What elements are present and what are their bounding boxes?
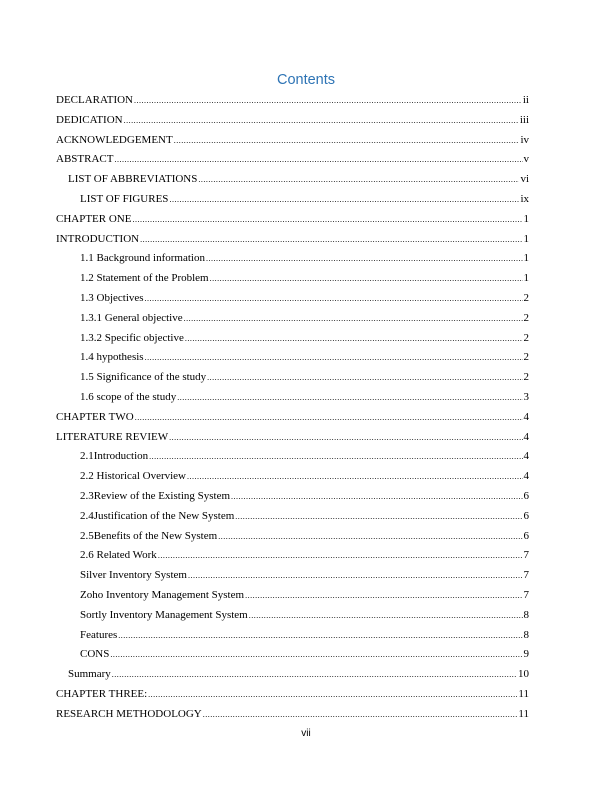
toc-entry[interactable] [56,566,529,586]
toc-entry-page: 2 [523,331,529,344]
toc-entry[interactable] [56,368,529,388]
toc-entry[interactable] [56,645,529,665]
toc-entry[interactable] [56,546,529,566]
toc-entry-page: 4 [523,430,529,443]
toc-entry-page: 8 [523,608,529,621]
toc-dot-leader [110,645,522,665]
toc-entry[interactable] [56,348,529,368]
toc-entry-title: 1.2 Statement of the Problem [80,272,209,285]
toc-entry-page: 2 [523,311,529,324]
toc-entry-page: 1 [523,272,529,285]
toc-entry[interactable] [56,170,529,190]
toc-entry[interactable] [56,467,529,487]
toc-entry-title: Silver Inventory System [80,569,187,582]
toc-entry-title: 2.6 Related Work [80,549,157,562]
toc-dot-leader [169,190,519,210]
toc-entry[interactable] [56,111,529,131]
toc-dot-leader [149,447,522,467]
toc-entry-title: 1.3.2 Specific objective [80,331,184,344]
toc-entry[interactable] [56,705,529,725]
toc-entry-title: 2.1Introduction [80,450,149,463]
toc-entry[interactable] [56,269,529,289]
toc-entry-page: 6 [523,529,529,542]
toc-dot-leader [169,428,522,448]
toc-entry-page: 4 [523,470,529,483]
toc-entry[interactable] [56,249,529,269]
toc-entry-title: 1.5 Significance of the study [80,371,207,384]
toc-dot-leader [174,131,520,151]
toc-dot-leader [206,249,523,269]
toc-entry-page: 9 [523,648,529,661]
toc-entry-title: Features [80,628,118,641]
toc-entry-page: 11 [518,707,529,720]
toc-entry-title: DEDICATION [56,113,123,126]
toc-entry[interactable] [56,626,529,646]
toc-entry-page: 7 [523,569,529,582]
toc-entry-page: 1 [523,232,529,245]
toc-entry[interactable] [56,507,529,527]
toc-entry[interactable] [56,150,529,170]
toc-entry-page: 7 [523,549,529,562]
toc-entry-page: 11 [518,687,529,700]
toc-entry-page: 6 [523,489,529,502]
toc-entry[interactable] [56,586,529,606]
toc-entry-page: 2 [523,351,529,364]
toc-entry-title: CONS [80,648,110,661]
toc-entry-title: 1.3.1 General objective [80,311,183,324]
toc-entry[interactable] [56,606,529,626]
toc-entry-page: 1 [523,252,529,265]
toc-dot-leader [145,348,523,368]
toc-dot-leader [207,368,522,388]
toc-dot-leader [184,309,523,329]
toc-dot-leader [112,665,517,685]
toc-entry[interactable] [56,329,529,349]
toc-entry-title: LITERATURE REVIEW [56,430,169,443]
toc-dot-leader [210,269,523,289]
toc-dot-leader [218,527,522,547]
toc-entry-page: iv [520,133,529,146]
toc-entry-title: Sortly Inventory Management System [80,608,248,621]
toc-entry-page: ii [522,94,529,106]
toc-dot-leader [118,626,522,646]
toc-entry-title: 2.2 Historical Overview [80,470,186,483]
toc-entry-page: v [523,153,529,166]
toc-entry[interactable] [56,210,529,230]
table-of-contents [56,91,529,725]
toc-entry-title: 1.1 Background information [80,252,205,265]
toc-entry-title: LIST OF ABBREVIATIONS [68,173,198,186]
toc-entry[interactable] [56,309,529,329]
toc-entry-title: 1.3 Objectives [80,291,144,304]
toc-dot-leader [185,329,523,349]
toc-dot-leader [188,566,523,586]
toc-entry-title: 1.6 scope of the study [80,390,177,403]
toc-entry[interactable] [56,91,529,111]
toc-dot-leader [135,408,523,428]
toc-entry[interactable] [56,230,529,250]
page-number: vii [301,728,311,739]
toc-entry-title: Summary [68,668,111,681]
toc-dot-leader [145,289,523,309]
toc-entry-title: DECLARATION [56,94,133,106]
toc-dot-leader [187,467,523,487]
toc-entry[interactable] [56,131,529,151]
toc-entry-page: 7 [523,588,529,601]
toc-dot-leader [245,586,522,606]
toc-entry-title: LIST OF FIGURES [80,192,169,205]
toc-entry-title: Zoho Inventory Management System [80,588,245,601]
toc-entry-page: vi [520,173,529,186]
toc-dot-leader [124,111,519,131]
toc-entry-title: 1.4 hypothesis [80,351,144,364]
toc-dot-leader [132,210,522,230]
toc-entry-page: 6 [523,509,529,522]
toc-entry-title: ACKNOWLEDGEMENT [56,133,173,146]
toc-entry-page: 4 [523,450,529,463]
toc-entry-page: 8 [523,628,529,641]
toc-entry-title: ABSTRACT [56,153,114,166]
toc-entry-title: INTRODUCTION [56,232,140,245]
toc-entry[interactable] [56,428,529,448]
toc-entry[interactable] [56,487,529,507]
toc-dot-leader [177,388,522,408]
toc-entry-page: 10 [518,668,529,681]
toc-entry[interactable] [56,388,529,408]
toc-dot-leader [235,507,522,527]
toc-dot-leader [231,487,522,507]
toc-entry-title: CHAPTER ONE [56,212,132,225]
toc-entry[interactable] [56,447,529,467]
toc-entry-page: 2 [523,291,529,304]
toc-dot-leader [134,91,522,111]
toc-entry[interactable] [56,408,529,428]
toc-entry-page: 3 [523,390,529,403]
toc-entry-title: CHAPTER THREE: [56,687,148,700]
toc-entry-page: ix [520,192,529,205]
toc-entry[interactable] [56,527,529,547]
toc-entry[interactable] [56,289,529,309]
toc-entry-title: CHAPTER TWO [56,410,134,423]
toc-dot-leader [198,170,519,190]
toc-entry-title: 2.3Review of the Existing System [80,489,231,502]
toc-entry[interactable] [56,190,529,210]
toc-entry[interactable] [56,685,529,705]
toc-entry-page: 1 [523,212,529,225]
toc-entry-page: 4 [523,410,529,423]
toc-dot-leader [249,606,523,626]
toc-entry[interactable] [56,665,529,685]
toc-dot-leader [158,546,523,566]
toc-dot-leader [140,230,522,250]
toc-entry-page: iii [519,113,529,126]
page-title: Contents [276,72,336,88]
toc-entry-page: 2 [523,371,529,384]
toc-entry-title: RESEARCH METHODOLOGY [56,707,202,720]
toc-dot-leader [148,685,517,705]
toc-dot-leader [114,150,522,170]
toc-entry-title: 2.4Justification of the New System [80,509,235,522]
toc-entry-title: 2.5Benefits of the New System [80,529,218,542]
toc-dot-leader [203,705,518,725]
